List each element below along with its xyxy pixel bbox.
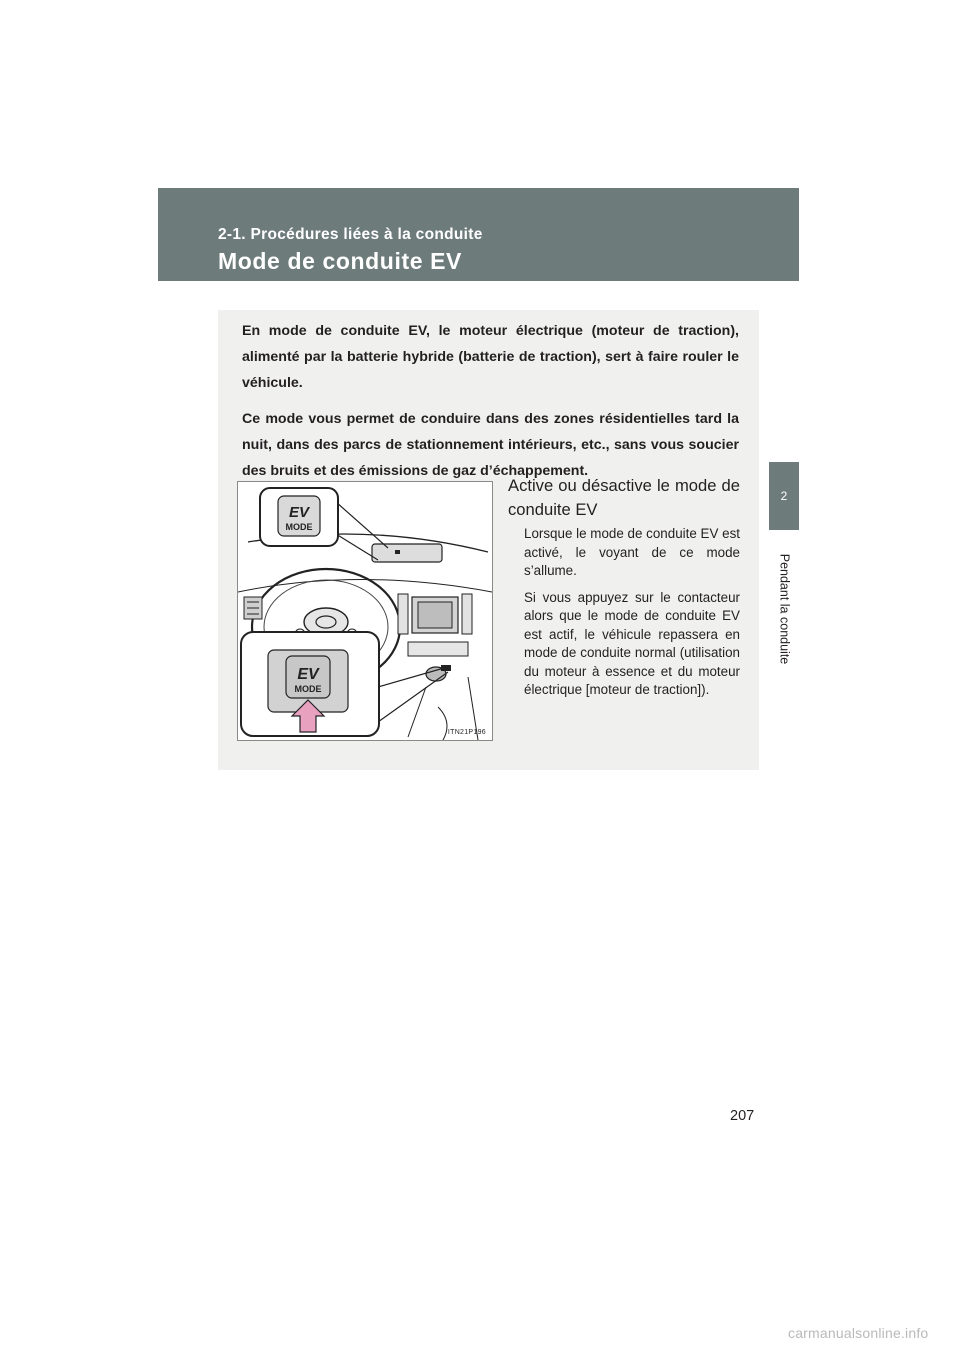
step-text-2: Si vous appuyez sur le contacteur alors que le mode de conduite EV est actif, le véhicule repassera en mode de conduite normal (utilisation du moteur à essence et du moteur électrique [moteur de traction]). xyxy=(524,589,740,697)
chapter-label-text: Pendant la conduite xyxy=(777,553,792,665)
step-text xyxy=(524,525,740,708)
page-title: Mode de conduite EV xyxy=(218,248,462,274)
dashboard-illustration xyxy=(237,481,493,741)
intro-paragraph-2: Ce mode vous permet de conduire dans des zones résidentielles tard la nuit, dans des parcs de stationnement intérieurs, etc., sans vous soucier des bruits et des émissions de gaz d’échappement. xyxy=(242,411,739,479)
mirror xyxy=(372,544,442,562)
step-text-1: Lorsque le mode de conduite EV est activé, le voyant de ce mode s’allume. xyxy=(524,526,740,578)
ev-badge-top-ev: EV xyxy=(288,504,310,521)
page-number: 207 xyxy=(730,1108,755,1124)
ev-button-ev: EV xyxy=(297,666,319,683)
ev-badge-top-mode: MODE xyxy=(285,522,313,532)
figure-code: ITN21P196 xyxy=(447,729,486,736)
chapter-label xyxy=(774,535,794,683)
chapter-number: 2 xyxy=(780,489,788,503)
ev-button-mode: MODE xyxy=(294,684,322,694)
section-label: 2-1. Procédures liées à la conduite xyxy=(218,226,483,243)
watermark: carmanualsonline.info xyxy=(788,1325,929,1341)
dashboard-drawing xyxy=(238,482,492,740)
intro-paragraph-1: En mode de conduite EV, le moteur électrique (moteur de traction), alimenté par la batterie hybride (batterie de traction), sert à faire rouler le véhicule. xyxy=(242,323,739,391)
step-heading: Active ou désactive le mode de conduite EV xyxy=(508,476,740,519)
content-box xyxy=(218,310,759,770)
intro-text xyxy=(242,318,739,494)
chapter-tab xyxy=(769,462,799,530)
header-band xyxy=(158,188,799,281)
